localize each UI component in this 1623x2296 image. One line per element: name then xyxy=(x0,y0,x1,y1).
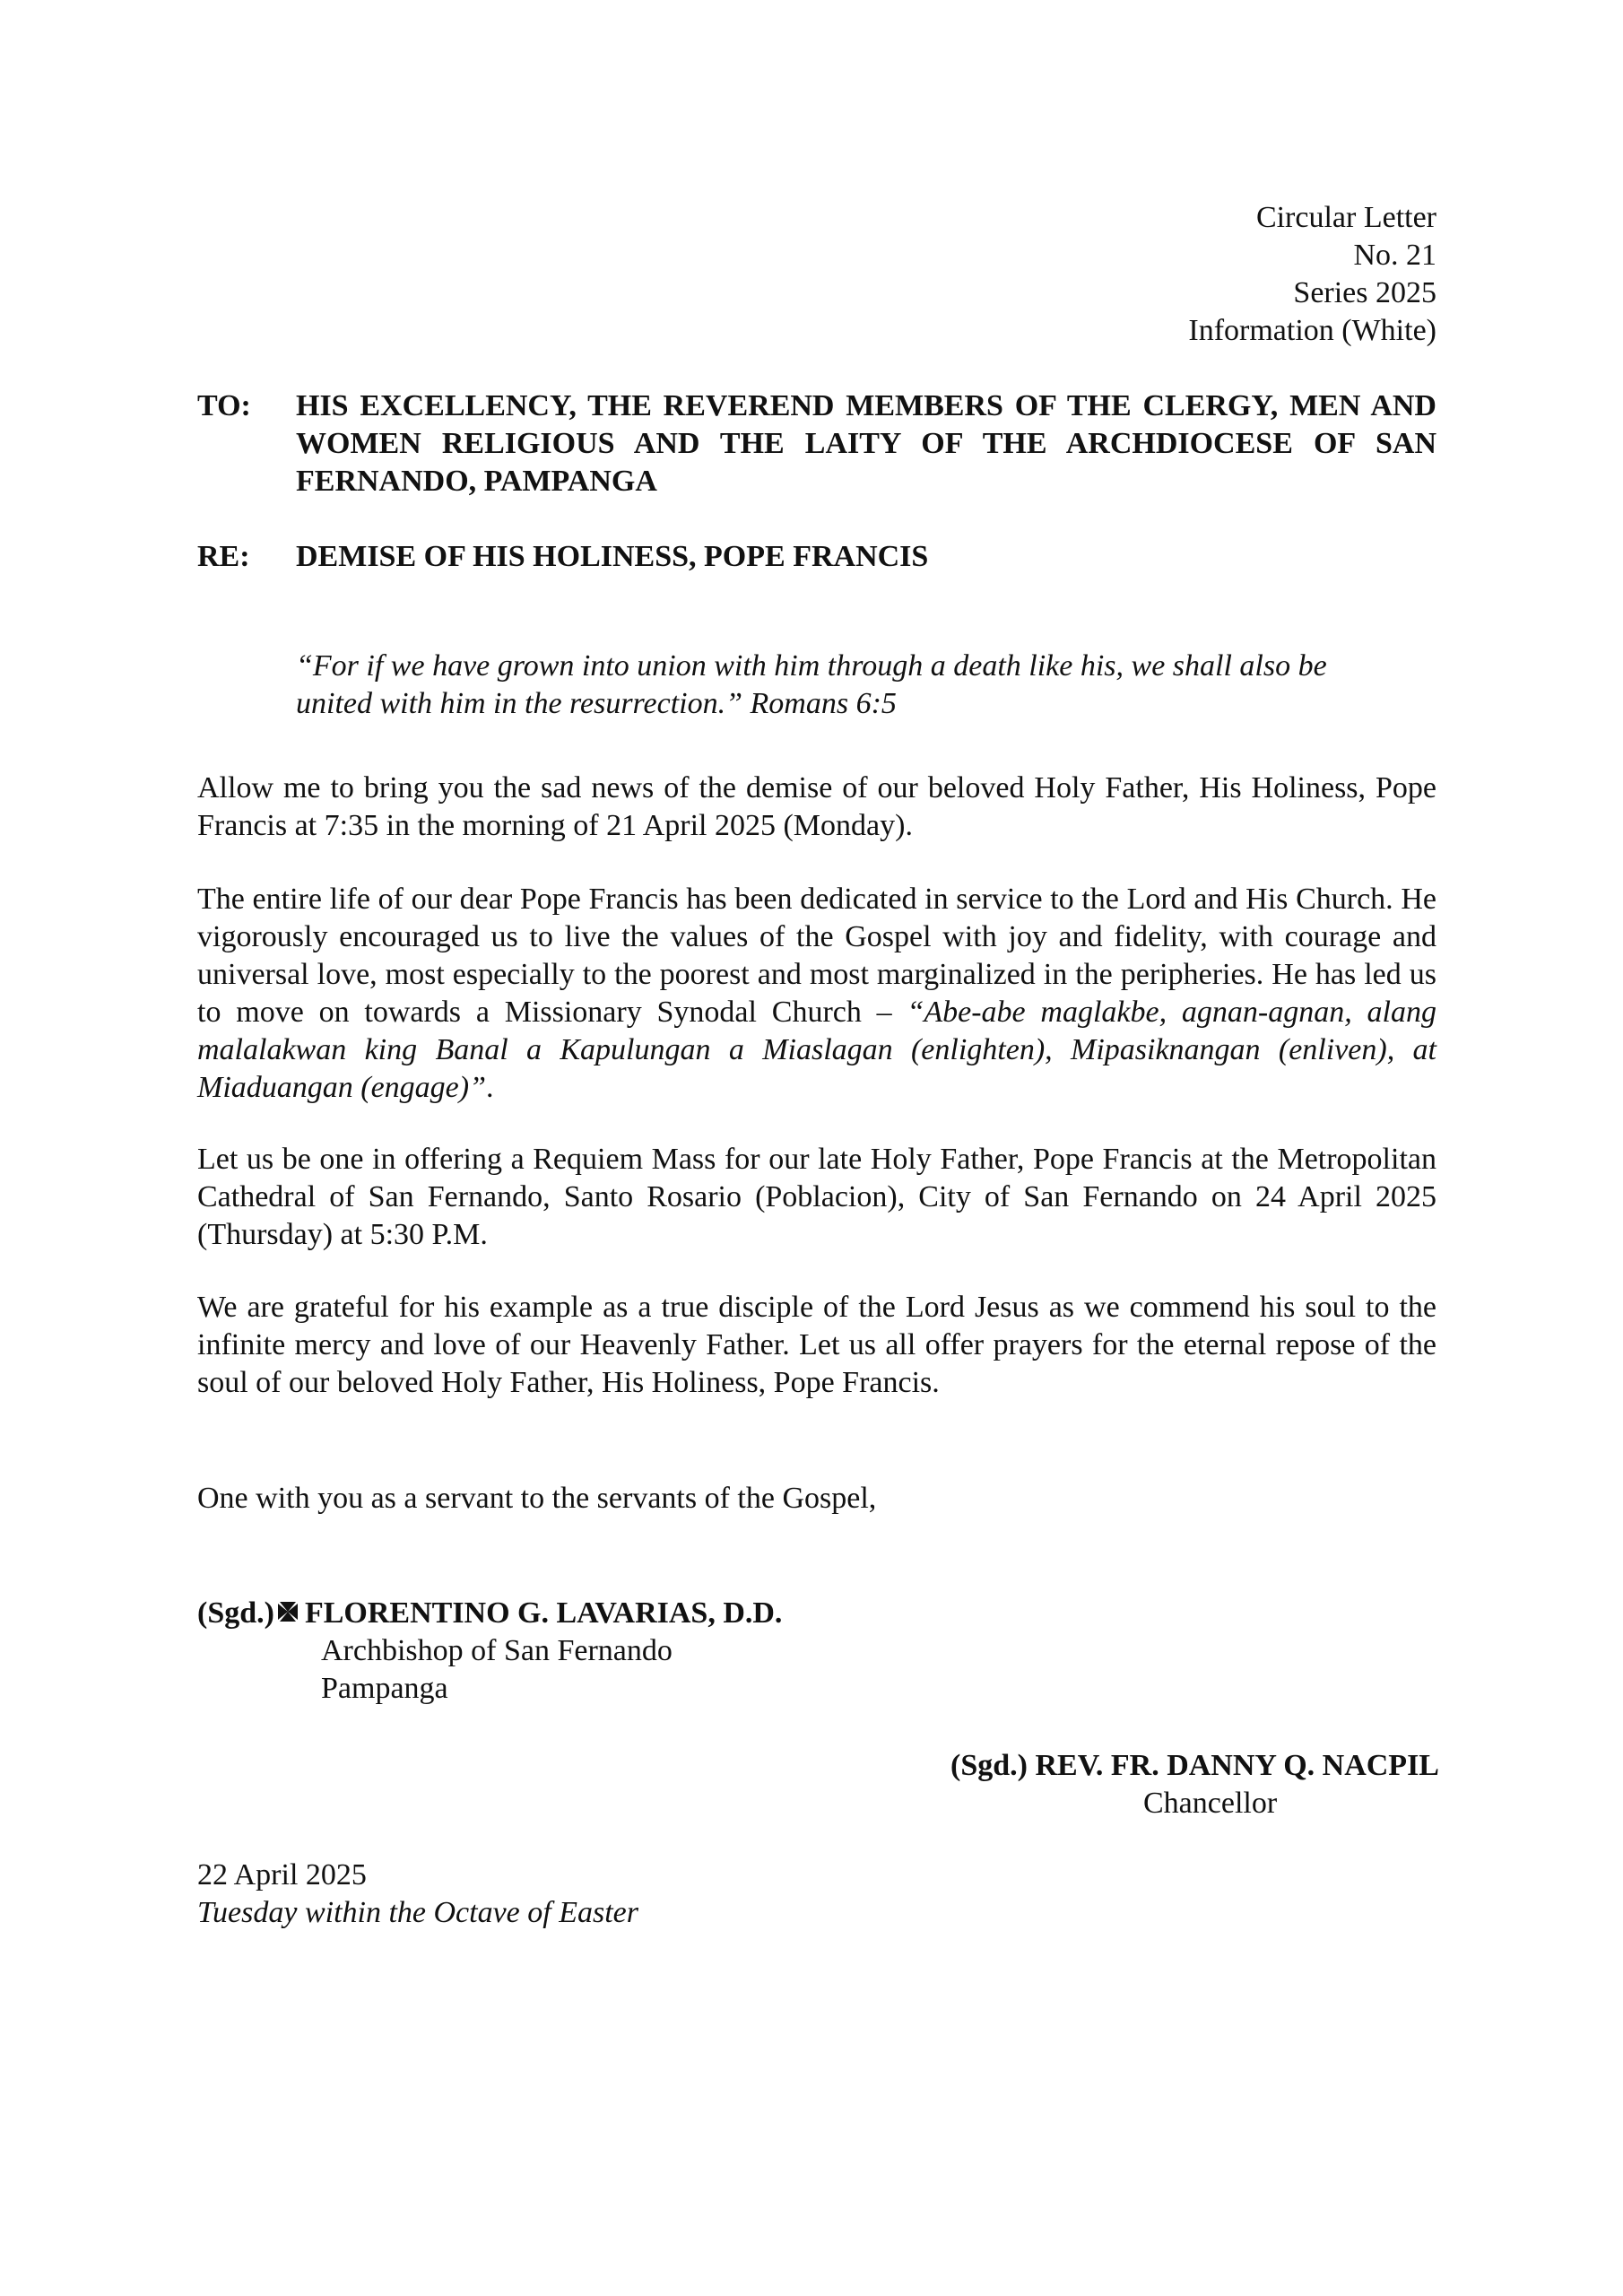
paragraph-tribute xyxy=(197,881,1436,1107)
dateline xyxy=(197,1857,638,1932)
tribute-end: . xyxy=(486,1071,494,1104)
scripture-epigraph: “For if we have grown into union with him through a death like his, we shall also be united with him in the resurrection.” Romans 6:5 xyxy=(296,649,1327,720)
to-recipients: HIS EXCELLENCY, THE REVEREND MEMBERS OF THE CLERGY, MEN AND WOMEN RELIGIOUS AND THE LAITY OF THE ARCHDIOCESE OF SAN FERNANDO, PAMPANGA xyxy=(296,389,1436,498)
circular-header xyxy=(1188,199,1436,350)
signature-chancellor xyxy=(901,1747,1439,1822)
signatory-name: REV. FR. DANNY Q. NACPIL xyxy=(1035,1749,1439,1782)
signatory-name: FLORENTINO G. LAVARIAS, D.D. xyxy=(304,1596,783,1630)
signatory-location: Pampanga xyxy=(321,1672,448,1705)
circular-classification: Information (White) xyxy=(1188,314,1436,347)
circular-number: No. 21 xyxy=(1353,239,1436,272)
paragraph-announcement: Allow me to bring you the sad news of the demise of our beloved Holy Father, His Holiness, Pope Francis at 7:35 in the morning of 21 April 2025 (Monday). xyxy=(197,771,1436,842)
closing-line: One with you as a servant to the servants of the Gospel, xyxy=(197,1482,877,1515)
signatory-title: Chancellor xyxy=(1143,1787,1278,1820)
paragraph-requiem-mass: Let us be one in offering a Requiem Mass for our late Holy Father, Pope Francis at the Metropolitan Cathedral of San Fernando, Santo Rosario (Poblacion), City of San Fernando on 24 April 2025 (Thursday) at 5:30 P.M. xyxy=(197,1143,1436,1251)
paragraph-prayers: We are grateful for his example as a true disciple of the Lord Jesus as we commend his soul to the infinite mercy and love of our Heavenly Father. Let us all offer prayers for the eternal repose of the soul of our beloved Holy Father, His Holiness, Pope Francis. xyxy=(197,1291,1436,1399)
to-label: TO: xyxy=(197,389,251,422)
to-line xyxy=(197,387,1436,500)
cross-pattee-icon xyxy=(276,1596,299,1622)
tribute-text: The entire life of our dear Pope Francis has been dedicated in service to the Lord and His Church. He vigorously encouraged us to live the values of the Gospel with joy and fidelity, with courage and universal love, most especially to the poorest and most marginalized in the peripheries. He has led us to move on towards a Missionary Synodal Church – xyxy=(197,883,1436,1029)
re-line xyxy=(197,538,1436,576)
re-subject: DEMISE OF HIS HOLINESS, POPE FRANCIS xyxy=(296,540,929,573)
synodal-motto: “Abe-abe maglakbe, agnan-agnan, alang malalakwan king Banal a Kapulungan a Miaslagan (enlighten), Mipasiknangan (enliven), at Miaduangan (engage)” xyxy=(197,996,1436,1104)
signature-line xyxy=(901,1747,1439,1785)
signatory-title: Archbishop of San Fernando xyxy=(321,1634,673,1667)
re-label: RE: xyxy=(197,540,250,573)
signed-mark: (Sgd.) xyxy=(950,1749,1028,1782)
signed-mark: (Sgd.) xyxy=(197,1596,274,1630)
doc-type: Circular Letter xyxy=(1255,201,1436,234)
signature-archbishop xyxy=(197,1595,782,1708)
signature-line xyxy=(197,1595,782,1632)
letter-date: 22 April 2025 xyxy=(197,1858,367,1892)
circular-series: Series 2025 xyxy=(1293,276,1436,309)
liturgical-day: Tuesday within the Octave of Easter xyxy=(197,1896,638,1929)
